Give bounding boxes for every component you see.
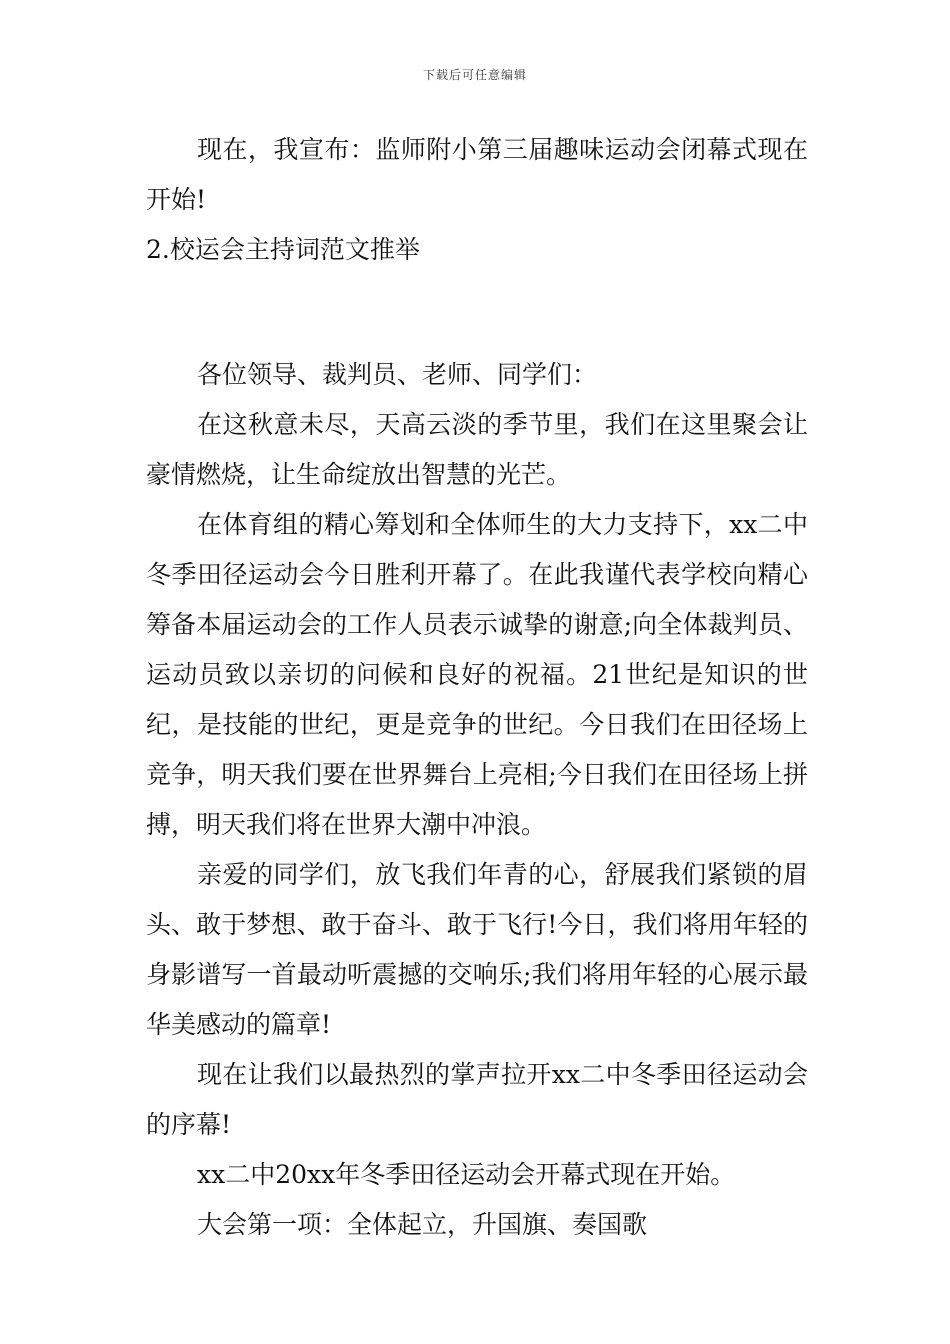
- paragraph-salutation: 各位领导、裁判员、老师、同学们：: [197, 360, 598, 389]
- paragraph-students: 亲爱的同学们，放飞我们年青的心，舒展我们紧锁的眉头、敢于梦想、敢于奋斗、敢于飞行!今日，我们将用年轻的身影谱写一首最动听震撼的交响乐;我们将用年轻的心展示最华美感动的篇章!: [146, 860, 808, 1039]
- paragraph-opening-remarks: 在体育组的精心筹划和全体师生的大力支持下，xx二中冬季田径运动会今日胜利开幕了。在此我谨代表学校向精心筹备本届运动会的工作人员表示诚挚的谢意;向全体裁判员、运动员致以亲切的问候和良好的祝福。21世纪是知识的世纪，是技能的世纪，更是竞争的世纪。今日我们在田径场上竞争，明天我们要在世界舞台上亮相;今日我们在田径场上拼搏，明天我们将在世界大潮中冲浪。: [146, 510, 808, 839]
- paragraph-opening-declaration: 现在，我宣布：监师附小第三届趣味运动会闭幕式现在开始!: [146, 135, 808, 214]
- paragraph-ceremony-start: xx二中20xx年冬季田径运动会开幕式现在开始。: [197, 1160, 736, 1189]
- section-heading: 2.校运会主持词范文推举: [146, 235, 420, 264]
- paragraph-applause: 现在让我们以最热烈的掌声拉开xx二中冬季田径运动会的序幕!: [146, 1060, 808, 1139]
- paragraph-first-item: 大会第一项：全体起立，升国旗、奏国歌: [197, 1210, 648, 1239]
- paragraph-autumn: 在这秋意未尽，天高云淡的季节里，我们在这里聚会让豪情燃烧，让生命绽放出智慧的光芒。: [146, 410, 808, 489]
- spacer: [146, 275, 808, 350]
- document-body: [146, 125, 808, 1250]
- header-note: 下载后可任意编辑: [422, 68, 527, 82]
